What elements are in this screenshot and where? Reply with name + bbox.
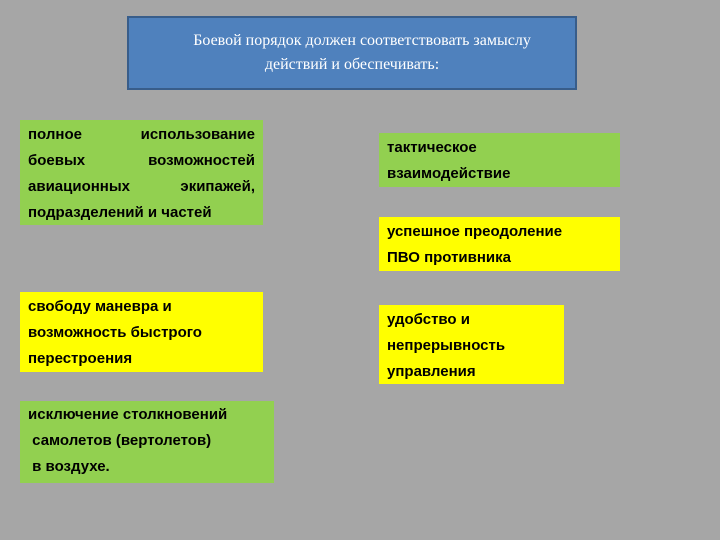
- box-collisions: [20, 401, 274, 483]
- box-air-defense-line-1: успешное преодоление: [387, 223, 563, 240]
- box-tactical-line-1: тактическое: [387, 139, 477, 156]
- box-control-line-2: непрерывность: [387, 337, 506, 354]
- box-full-use-line-2: боевых возможностей: [28, 152, 255, 169]
- box-control-line-1: удобство и: [387, 311, 470, 328]
- box-maneuver-line-3: перестроения: [28, 350, 133, 367]
- box-control-line-3: управления: [387, 363, 476, 380]
- box-air-defense: [379, 217, 620, 271]
- box-collisions-line-3: в воздухе.: [28, 458, 110, 475]
- box-maneuver-line-2: возможность быстрого: [28, 324, 202, 341]
- title-banner: [127, 16, 577, 90]
- box-tactical: [379, 133, 620, 187]
- box-maneuver-line-1: свободу маневра и: [28, 298, 172, 315]
- box-full-use-line-3: авиационных экипажей,: [28, 178, 255, 195]
- box-collisions-line-1: исключение столкновений: [28, 406, 228, 423]
- title-line-1: Боевой порядок должен соответствовать замыслу: [193, 32, 531, 49]
- box-control: [379, 305, 564, 384]
- box-collisions-line-2: самолетов (вертолетов): [28, 432, 212, 449]
- box-tactical-line-2: взаимодействие: [387, 165, 511, 182]
- box-air-defense-line-2: ПВО противника: [387, 249, 512, 266]
- title-line-2: действий и обеспечивать:: [264, 56, 440, 73]
- box-full-use: [20, 120, 263, 225]
- box-full-use-line-1: полное использование: [28, 126, 255, 143]
- box-full-use-line-4: подразделений и частей: [28, 204, 212, 221]
- box-maneuver: [20, 292, 263, 372]
